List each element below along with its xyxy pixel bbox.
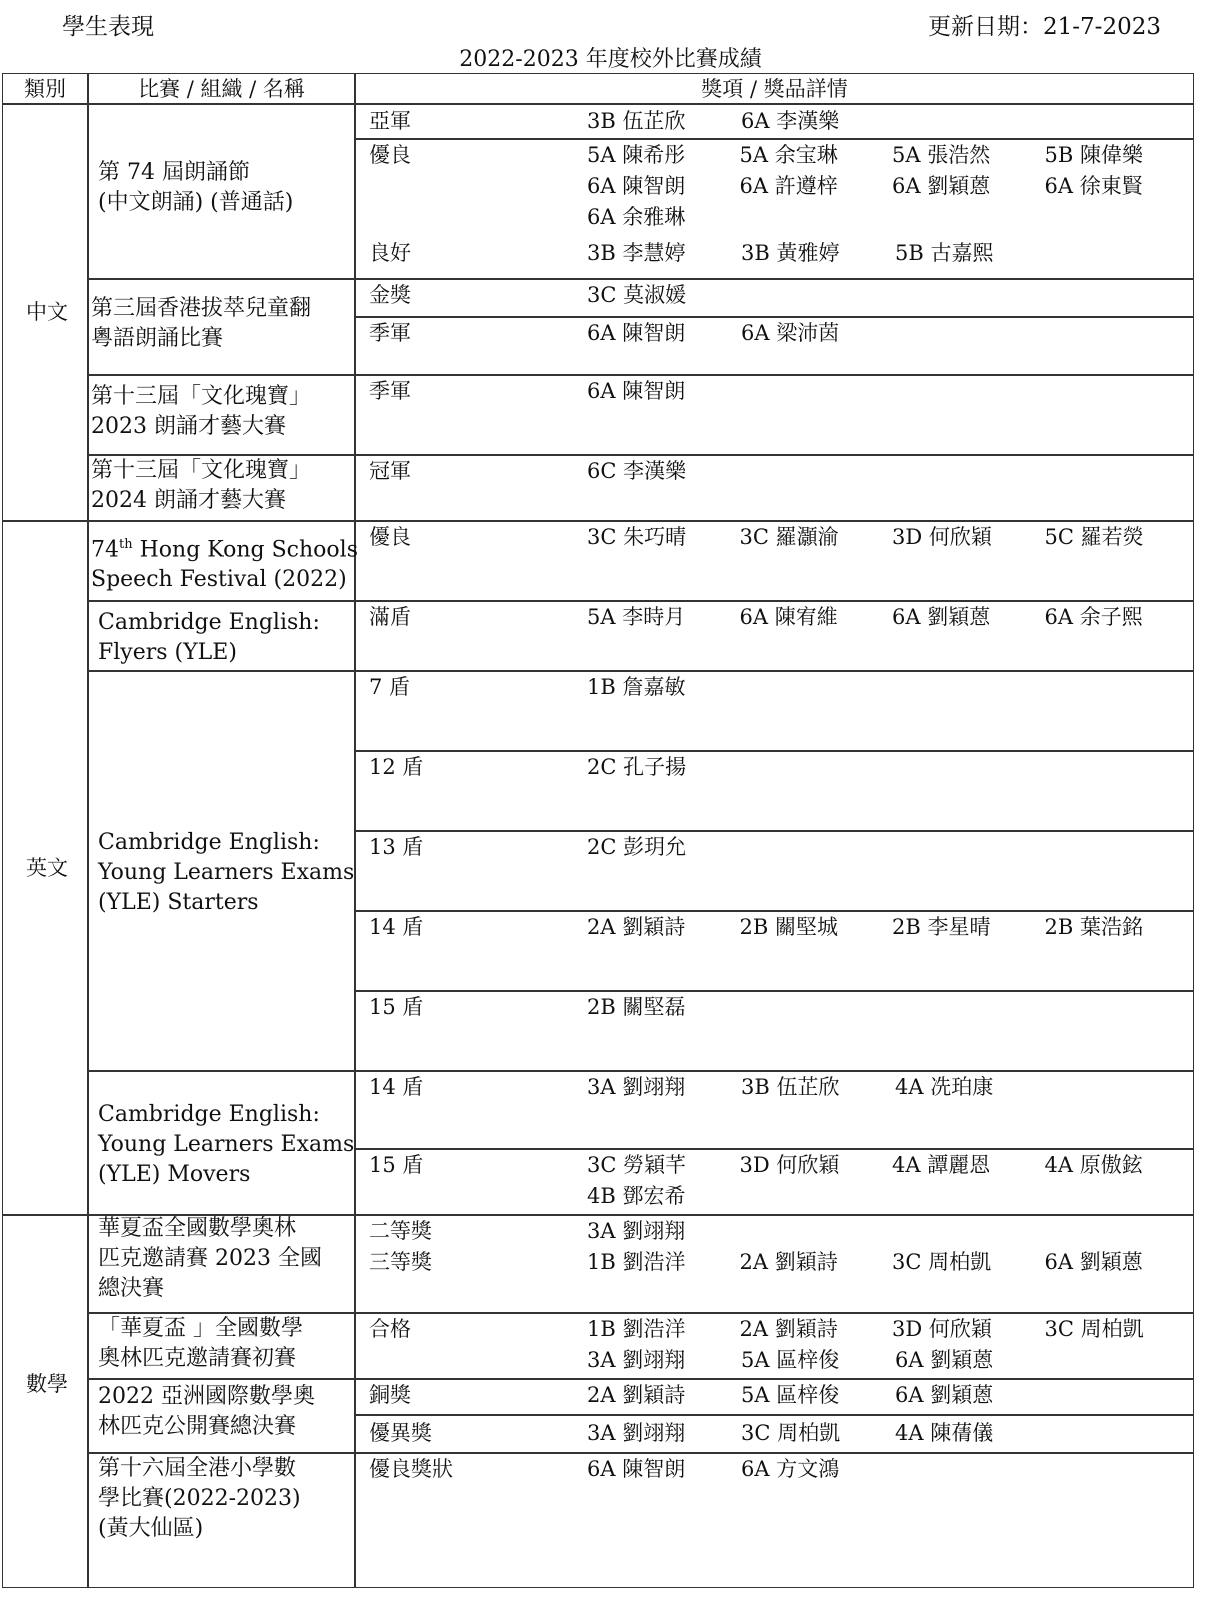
header-award: 獎項 / 獎品詳情 xyxy=(701,77,848,101)
student-name: 3D 何欣穎 xyxy=(892,525,992,549)
award-label: 合格 xyxy=(369,1317,411,1341)
page-section-label: 學生表現 xyxy=(62,14,154,40)
student-name: 1B 劉浩洋 xyxy=(587,1250,686,1274)
competition-e4: Cambridge English: Young Learners Exams (YLE) Movers xyxy=(98,1102,355,1187)
award-label: 優良獎狀 xyxy=(369,1457,453,1481)
award-label: 冠軍 xyxy=(369,459,411,483)
award-label: 優異獎 xyxy=(369,1421,432,1445)
student-name: 3A 劉翊翔 xyxy=(587,1219,686,1243)
student-name: 6A 陳宥維 xyxy=(739,605,838,629)
award-label: 季軍 xyxy=(369,321,411,345)
award-label: 14 盾 xyxy=(369,915,424,939)
student-name: 6A 劉穎蒽 xyxy=(895,1383,994,1407)
competition-m4: 第十六屆全港小學數 學比賽(2022-2023) (黃大仙區) xyxy=(98,1456,301,1541)
student-name: 2A 劉穎詩 xyxy=(587,915,686,939)
student-name: 5A 李時月 xyxy=(587,605,686,629)
award-winners xyxy=(587,1454,1197,1485)
award-winners xyxy=(587,1072,1197,1103)
award-winners xyxy=(587,602,1197,633)
student-name: 3B 伍芷欣 xyxy=(741,1075,840,1099)
student-name: 3B 李慧婷 xyxy=(587,241,686,265)
student-name: 6A 梁沛茵 xyxy=(741,321,840,345)
student-name: 1B 詹嘉敏 xyxy=(587,675,686,699)
category-chinese: 中文 xyxy=(26,300,68,324)
student-name: 6A 陳智朗 xyxy=(587,379,686,403)
competition-c1: 第 74 屆朗誦節 (中文朗誦) (普通話) xyxy=(98,160,294,215)
award-label: 優良 xyxy=(369,143,411,167)
award-winners xyxy=(587,522,1197,553)
student-name: 3C 周柏凱 xyxy=(1044,1317,1144,1341)
award-label: 滿盾 xyxy=(369,605,411,629)
student-name: 6A 余雅琳 xyxy=(587,205,686,229)
student-name: 3D 何欣穎 xyxy=(892,1317,992,1341)
student-name: 3D 何欣穎 xyxy=(739,1153,840,1177)
student-name: 6A 方文鴻 xyxy=(741,1457,840,1481)
student-name: 3B 黃雅婷 xyxy=(741,241,840,265)
award-winners xyxy=(587,992,1197,1023)
student-name: 6C 李漢樂 xyxy=(587,459,687,483)
student-name: 6A 劉穎蒽 xyxy=(1044,1250,1143,1274)
award-winners xyxy=(587,376,1197,407)
student-name: 2B 關堅城 xyxy=(739,915,838,939)
award-label: 12 盾 xyxy=(369,755,424,779)
student-name: 3A 劉翊翔 xyxy=(587,1348,686,1372)
competition-e1: 74th Hong Kong Schools Speech Festival (2022) xyxy=(91,537,358,593)
competition-m2: 「華夏盃 」全國數學 奧林匹克邀請賽初賽 xyxy=(98,1316,303,1371)
student-name: 2A 劉穎詩 xyxy=(739,1250,838,1274)
award-label: 二等獎 xyxy=(369,1219,432,1243)
category-english: 英文 xyxy=(26,856,68,880)
student-name: 6A 李漢樂 xyxy=(741,109,840,133)
student-name: 6A 陳智朗 xyxy=(587,1457,686,1481)
student-name: 3C 羅灝渝 xyxy=(739,525,839,549)
award-label: 14 盾 xyxy=(369,1075,424,1099)
competition-e3: Cambridge English: Young Learners Exams (YLE) Starters xyxy=(98,830,355,915)
award-winners xyxy=(587,752,1197,783)
student-name: 2B 關堅磊 xyxy=(587,995,686,1019)
student-name: 3A 劉翊翔 xyxy=(587,1421,686,1445)
award-winners xyxy=(587,106,1197,137)
student-name: 5A 區梓俊 xyxy=(741,1383,840,1407)
student-name: 3B 伍芷欣 xyxy=(587,109,686,133)
student-name: 2B 葉浩銘 xyxy=(1044,915,1143,939)
award-label: 15 盾 xyxy=(369,995,424,1019)
student-name: 1B 劉浩洋 xyxy=(587,1317,686,1341)
award-label: 良好 xyxy=(369,241,411,265)
student-name: 5B 陳偉樂 xyxy=(1044,143,1143,167)
competition-c3: 第十三屆「文化瑰寶」 2023 朗誦才藝大賽 xyxy=(91,384,312,439)
competition-c2: 第三屆香港拔萃兒童翻 粵語朗誦比賽 xyxy=(91,296,312,351)
student-name: 3C 莫淑媛 xyxy=(587,283,687,307)
category-math: 數學 xyxy=(26,1372,68,1396)
student-name: 2C 孔子揚 xyxy=(587,755,687,779)
award-winners xyxy=(587,140,1197,233)
award-label: 亞軍 xyxy=(369,109,411,133)
student-name: 5A 余宝琳 xyxy=(739,143,838,167)
award-winners xyxy=(587,912,1197,943)
student-name: 2C 彭玥允 xyxy=(587,835,687,859)
student-name: 6A 劉穎蒽 xyxy=(892,174,991,198)
award-label: 金獎 xyxy=(369,283,411,307)
student-name: 6A 劉穎蒽 xyxy=(895,1348,994,1372)
competition-m1: 華夏盃全國數學奧林 匹克邀請賽 2023 全國 總決賽 xyxy=(98,1216,322,1301)
award-winners xyxy=(587,318,1197,349)
award-label: 13 盾 xyxy=(369,835,424,859)
student-name: 2A 劉穎詩 xyxy=(587,1383,686,1407)
student-name: 3C 勞穎芊 xyxy=(587,1153,687,1177)
results-table xyxy=(2,73,1194,1588)
award-winners xyxy=(587,1418,1197,1449)
student-name: 2A 劉穎詩 xyxy=(739,1317,838,1341)
student-name: 6A 陳智朗 xyxy=(587,174,686,198)
award-winners xyxy=(587,1150,1197,1212)
student-name: 3C 周柏凱 xyxy=(892,1250,992,1274)
student-name: 6A 余子熙 xyxy=(1044,605,1143,629)
student-name: 6A 許遵梓 xyxy=(739,174,838,198)
update-date: 更新日期：21-7-2023 xyxy=(928,14,1161,40)
student-name: 4B 鄧宏希 xyxy=(587,1184,686,1208)
header-category: 類別 xyxy=(24,77,66,101)
award-label: 7 盾 xyxy=(369,675,411,699)
student-name: 4A 冼珀康 xyxy=(895,1075,994,1099)
student-name: 3A 劉翊翔 xyxy=(587,1075,686,1099)
student-name: 6A 徐東賢 xyxy=(1044,174,1143,198)
student-name: 4A 譚麗恩 xyxy=(892,1153,991,1177)
student-name: 5A 陳希彤 xyxy=(587,143,686,167)
competition-c4: 第十三屆「文化瑰寶」 2024 朗誦才藝大賽 xyxy=(91,458,312,513)
award-winners xyxy=(587,456,1197,487)
student-name: 5C 羅若熒 xyxy=(1044,525,1144,549)
document-title: 2022-2023 年度校外比賽成績 xyxy=(459,47,762,72)
header-competition: 比賽 / 組織 / 名稱 xyxy=(138,77,305,101)
award-label: 季軍 xyxy=(369,379,411,403)
award-label: 優良 xyxy=(369,525,411,549)
student-name: 5A 區梓俊 xyxy=(741,1348,840,1372)
award-label: 15 盾 xyxy=(369,1153,424,1177)
student-name: 6A 劉穎蒽 xyxy=(892,605,991,629)
award-label: 三等獎 xyxy=(369,1250,432,1274)
student-name: 2B 李星晴 xyxy=(892,915,991,939)
award-label: 銅獎 xyxy=(369,1383,411,1407)
student-name: 6A 陳智朗 xyxy=(587,321,686,345)
student-name: 4A 陳蒨儀 xyxy=(895,1421,994,1445)
competition-m3: 2022 亞洲國際數學奧 林匹克公開賽總決賽 xyxy=(98,1384,315,1439)
student-name: 4A 原傲鉉 xyxy=(1044,1153,1143,1177)
award-winners xyxy=(587,238,1197,269)
award-winners xyxy=(587,1216,1197,1278)
award-winners xyxy=(587,832,1197,863)
student-name: 5A 張浩然 xyxy=(892,143,991,167)
award-winners xyxy=(587,1380,1197,1411)
award-winners xyxy=(587,672,1197,703)
student-name: 3C 周柏凱 xyxy=(741,1421,841,1445)
student-name: 3C 朱巧晴 xyxy=(587,525,687,549)
competition-e2: Cambridge English: Flyers (YLE) xyxy=(98,610,320,665)
student-name: 5B 古嘉熙 xyxy=(895,241,994,265)
award-winners xyxy=(587,280,1197,311)
award-winners xyxy=(587,1314,1197,1376)
